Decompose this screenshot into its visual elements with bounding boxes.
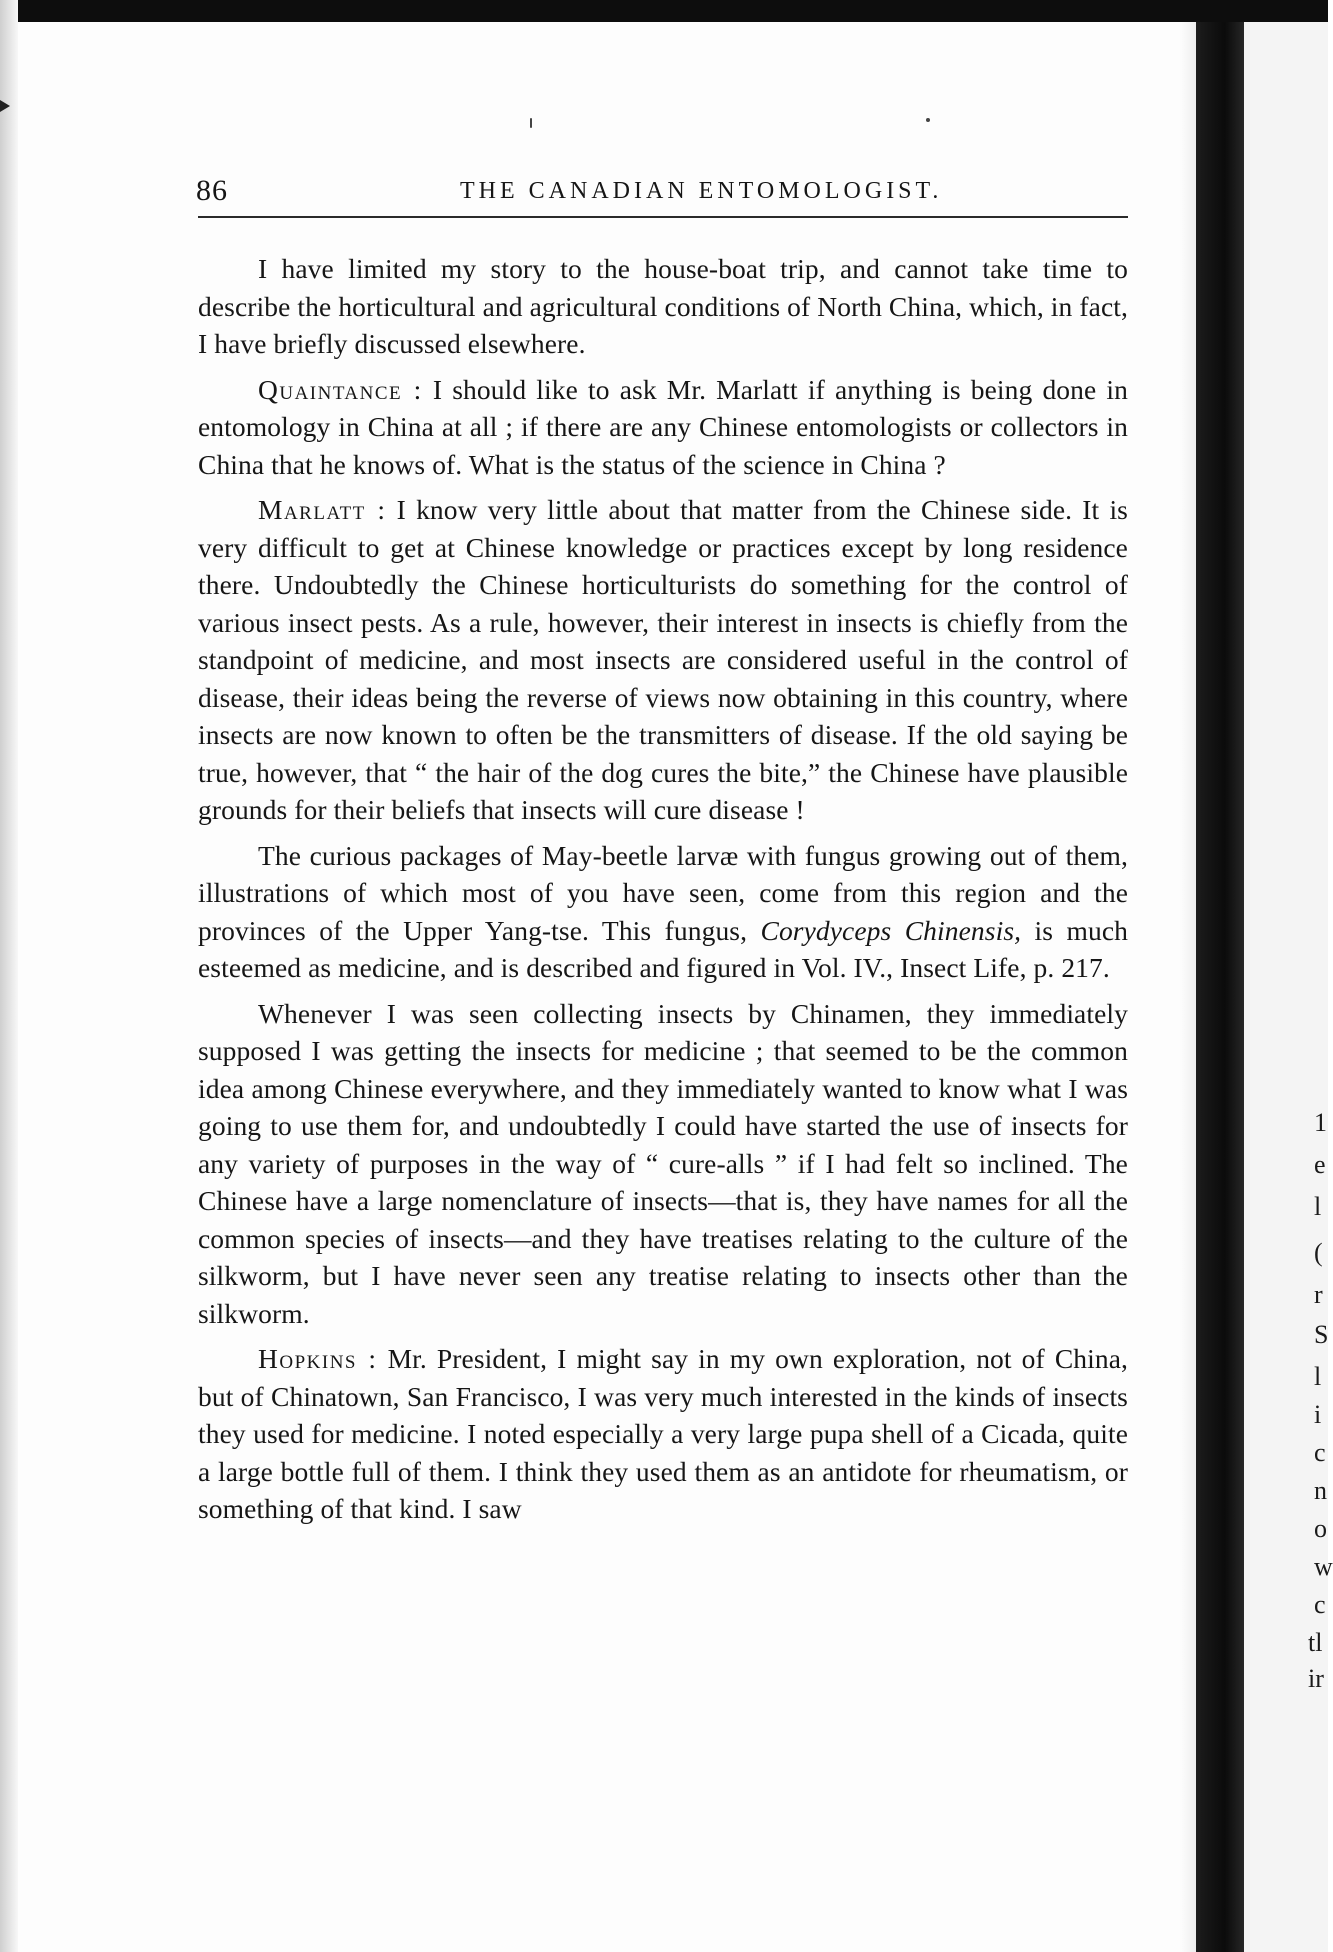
facing-page-fragment: c <box>1314 1590 1326 1619</box>
paragraph <box>198 995 1128 1333</box>
paragraph-text: I have limited my story to the house-boat trip, and cannot take time to describe the horticultural and agricultural conditions of North China, which, in fact, I have briefly discussed elsewhere. <box>198 253 1128 359</box>
paragraph-text: is much esteemed as medicine, and is described and figured in Vol. IV., Insect Life, p. 217. <box>198 914 1128 983</box>
paragraph-text: I should like to ask Mr. Marlatt if anything is being done in entomology in China at all ; if there are any Chinese entomologists or collectors in China that he knows of. What is the status of the science in China ? <box>198 373 1128 480</box>
speaker-name: Marlatt : <box>258 494 387 525</box>
body-text <box>170 250 1128 1528</box>
facing-page-fragment: i <box>1314 1400 1322 1429</box>
paragraph <box>198 1340 1128 1528</box>
paragraph <box>198 371 1128 484</box>
facing-page-fragment: ir <box>1308 1664 1324 1693</box>
paragraph <box>198 837 1128 987</box>
facing-page-fragment: r <box>1314 1280 1323 1309</box>
facing-page-fragment: e <box>1314 1150 1326 1179</box>
left-edge-mark <box>0 100 10 112</box>
dust-speck <box>530 118 532 128</box>
dust-speck <box>926 118 930 122</box>
book-binding <box>1196 22 1244 1952</box>
page-number: 86 <box>196 174 228 207</box>
facing-page-edge <box>1244 22 1328 1952</box>
species-name: Corydyceps Chinensis, <box>760 914 1022 946</box>
speaker-name: Hopkins : <box>258 1343 378 1374</box>
facing-page-fragment: c <box>1314 1438 1326 1467</box>
paragraph-text: I know very little about that matter from the Chinese side. It is very difficult to get at Chinese knowledge or practices except by long residence there. Undoubtedly the Chinese horticulturists do something for the control of various insect pests. As a rule, however, their interest in insects is chiefly from the standpoint of medicine, and most insects are considered useful in the control of disease, their ideas being the reverse of views now obtaining in this country, where insects are now known to often be the transmitters of disease. If the old saying be true, however, that “ the hair of the dog cures the bite,” the Chinese have plausible grounds for their beliefs that insects will cure disease ! <box>198 494 1128 825</box>
scan-top-edge <box>0 0 1328 22</box>
running-head <box>170 150 1130 210</box>
facing-page-fragment: l <box>1314 1192 1322 1221</box>
facing-page-fragment: tl <box>1308 1628 1323 1657</box>
scan-left-edge <box>0 0 18 1952</box>
facing-page-fragment: ( <box>1314 1238 1323 1267</box>
page-content <box>170 150 1130 1536</box>
header-rule <box>198 216 1128 218</box>
paragraph <box>198 250 1128 363</box>
facing-page-fragment: 1 <box>1314 1108 1327 1137</box>
speaker-name: Quaintance : <box>258 373 423 405</box>
journal-title: THE CANADIAN ENTOMOLOGIST. <box>460 178 943 204</box>
paragraph <box>198 491 1128 829</box>
paragraph-text: Whenever I was seen collecting insects by Chinamen, they immediately supposed I was getting the insects for medicine ; that seemed to be the common idea among Chinese everywhere, and they immediately wanted to know what I was going to use them for, and undoubtedly I could have started the use of insects for any variety of purposes in the way of “ cure-alls ” if I had felt so inclined. The Chinese have a large nomenclature of insects—that is, they have names for all the common species of insects—and they have treatises relating to the culture of the silkworm, but I have never seen any treatise relating to insects other than the silkworm. <box>198 997 1128 1329</box>
facing-page-fragment: n <box>1314 1476 1327 1505</box>
paragraph-text: The curious packages of May-beetle larvæ with fungus growing out of them, illustrations of which most of you have seen, come from this region and the provinces of the Upper Yang-tse. This fungus, <box>198 839 1128 946</box>
facing-page-fragment: w <box>1314 1552 1333 1581</box>
facing-page-fragment: S <box>1314 1320 1329 1349</box>
paragraph-text: Mr. President, I might say in my own exploration, not of China, but of Chinatown, San Francisco, I was very much interested in the kinds of insects they used for medicine. I noted especially a very large pupa shell of a Cicada, quite a large bottle full of them. I think they used them as an antidote for rheumatism, or something of that kind. I saw <box>198 1343 1128 1524</box>
facing-page-fragment: o <box>1314 1514 1327 1543</box>
facing-page-fragment: l <box>1314 1362 1322 1391</box>
